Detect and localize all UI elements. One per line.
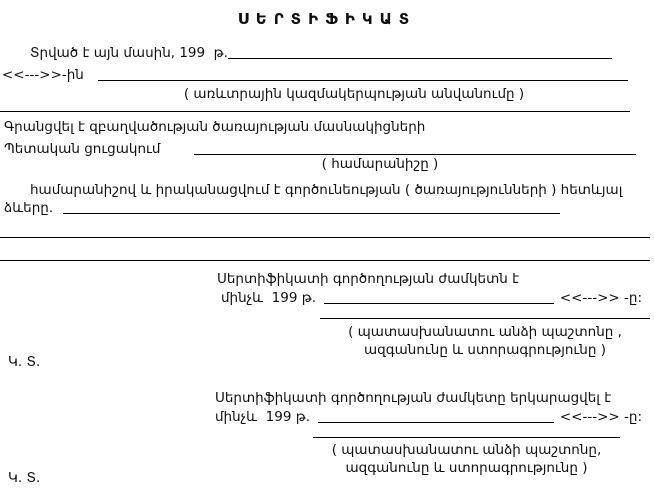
extension-signature-rule: [313, 437, 620, 438]
issued-line: [30, 44, 612, 61]
validity-heading: Սերտիֆիկատի գործողության ժամկետն է: [217, 271, 520, 287]
extension-signature-caption-1: ( պատասխանատու անձի պաշտոնը,: [331, 442, 602, 458]
recipient-line: [2, 66, 628, 83]
issued-prefix: Տրված է այն մասին, 199 թ.: [30, 44, 228, 61]
activity-forms-line: [4, 199, 560, 216]
extension-heading: Սերտիֆիկատի գործողության ժամկետը երկարացվել է: [215, 390, 612, 406]
state-list-prefix: Պետական ցուցակում: [4, 140, 161, 157]
organization-name-caption: ( առևտրային կազմակերպության անվանումը ): [183, 86, 525, 102]
activities-text: համարանիշով և իրականացվում է գործունեության ( ծառայությունների ) հետևյալ: [30, 182, 623, 198]
seal-mark-1: Կ. Տ.: [8, 354, 41, 370]
activity-forms-blank: [63, 199, 560, 214]
recipient-prefix: <<--->>-ին: [2, 66, 84, 83]
recipient-name-blank: [98, 66, 628, 81]
extension-day-suffix: <<--->> -ը:: [559, 408, 642, 425]
state-list-line: [4, 140, 636, 157]
extension-until-prefix: մինչև 199 թ.: [215, 408, 310, 425]
divider-rule-1: [0, 111, 630, 112]
page-title: ՍԵՐՏԻՖԻԿԱՏ: [237, 10, 417, 28]
extension-date-blank: [318, 408, 554, 423]
validity-signature-caption-2: ազգանունը և ստորագրությունը ): [364, 342, 606, 358]
issued-date-blank: [228, 44, 612, 59]
registration-text: Գրանցվել է զբաղվածության ծառայության մասնակիցների: [4, 119, 426, 135]
registration-number-blank: [194, 140, 636, 155]
validity-until-prefix: մինչև 199 թ.: [221, 289, 316, 306]
extension-until-line: [215, 408, 642, 425]
validity-day-suffix: <<--->> -ը:: [559, 289, 642, 306]
validity-signature-caption-1: ( պատասխանատու անձի պաշտոնը ,: [348, 324, 622, 340]
forms-prefix: ձևերը.: [4, 199, 54, 216]
validity-signature-rule: [320, 318, 650, 319]
write-in-rule-2: [0, 260, 650, 261]
registration-number-caption: ( համարանիշը ): [321, 156, 439, 172]
validity-date-blank: [324, 289, 554, 304]
validity-until-line: [221, 289, 642, 306]
seal-mark-2: Կ. Տ.: [8, 470, 41, 486]
extension-signature-caption-2: ազգանունը և ստորագրությունը ): [345, 460, 588, 476]
write-in-rule-1: [0, 237, 650, 238]
